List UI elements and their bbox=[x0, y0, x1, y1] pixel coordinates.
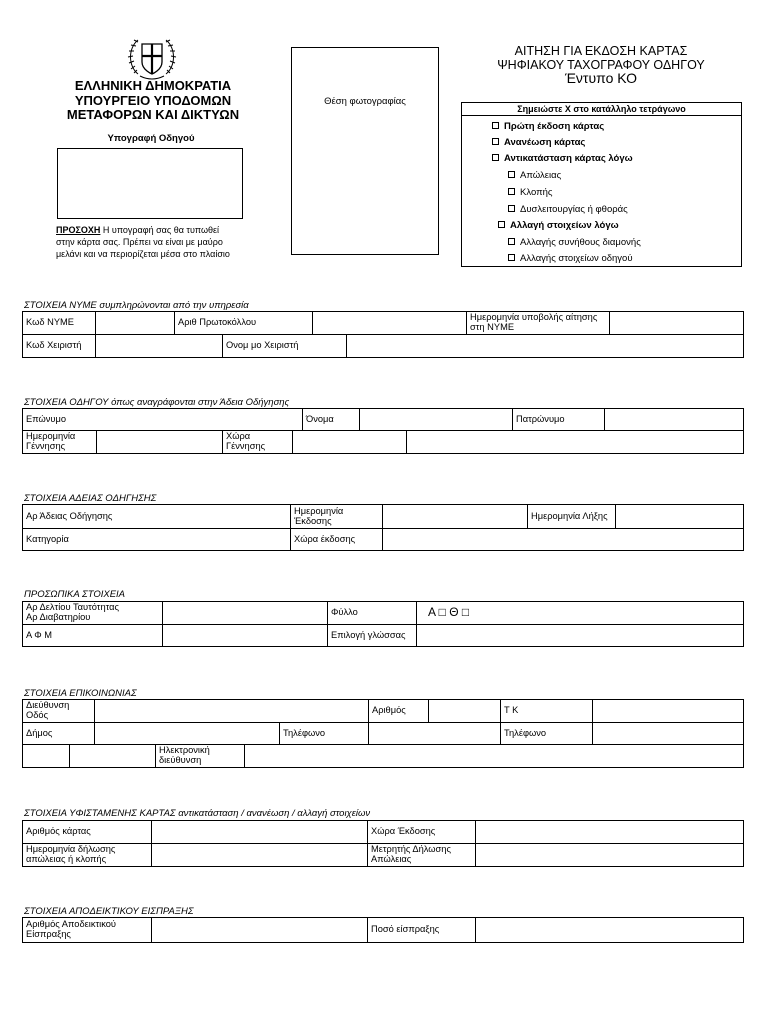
section-title-existing-card: ΣΤΟΙΧΕΙΑ ΥΦΙΣΤΑΜΕΝΗΣ ΚΑΡΤΑΣ αντικατάσταση / ανανέωση / αλλαγή στοιχείων bbox=[24, 808, 371, 819]
hmer-dilosis-field[interactable] bbox=[152, 844, 368, 867]
onom-xeiristi-label: Ονομ μο Χειριστή bbox=[223, 335, 347, 358]
arithmos-apodeiktikou-field[interactable] bbox=[152, 918, 368, 943]
driver-extra-field[interactable] bbox=[407, 431, 744, 454]
option-label: Αντικατάσταση κάρτας λόγω bbox=[504, 153, 633, 164]
driver-table-row2 bbox=[22, 430, 744, 454]
contact-table-row1 bbox=[22, 699, 744, 723]
signature-label: Υπογραφή Οδηγού bbox=[107, 133, 195, 144]
hmer-gennisis-label: Ημερομηνία Γέννησης bbox=[23, 431, 97, 454]
checkbox[interactable] bbox=[498, 221, 505, 228]
hmer-ekdosis-field[interactable] bbox=[383, 505, 528, 529]
epilogi-glossas-label: Επιλογή γλώσσας bbox=[328, 625, 417, 647]
option-label: Απώλειας bbox=[520, 170, 562, 181]
kod-nyme-field[interactable] bbox=[96, 312, 175, 335]
form-title bbox=[462, 45, 740, 86]
org-line-2: ΥΠΟΥΡΓΕΙΟ ΥΠΟΔΟΜΩΝ bbox=[74, 92, 232, 108]
photo-box[interactable] bbox=[291, 47, 439, 255]
checkbox[interactable] bbox=[492, 138, 499, 145]
photo-label: Θέση φωτογραφίας bbox=[324, 96, 406, 107]
kod-xeiristi-label: Κωδ Χειριστή bbox=[23, 335, 96, 358]
dimos-label: Δήμος bbox=[23, 723, 95, 745]
arithmos-kartas-field[interactable] bbox=[152, 821, 368, 844]
contact-blank-field-2[interactable] bbox=[70, 745, 156, 768]
hmer-dilosis-label: Ημερομηνία δήλωσης απώλειας ή κλοπής bbox=[23, 844, 152, 867]
option-label: Αλλαγή στοιχείων λόγω bbox=[510, 220, 619, 231]
fyllo-options[interactable] bbox=[417, 602, 744, 625]
attention-label: ΠΡΟΣΟΧΗ bbox=[56, 225, 101, 235]
dieuthinsi-field[interactable] bbox=[95, 700, 369, 723]
ar-deltiou-label bbox=[23, 602, 163, 625]
fyllo-label: Φύλλο bbox=[328, 602, 417, 625]
kod-nyme-label: Κωδ ΝΥΜΕ bbox=[23, 312, 96, 335]
nyme-table-row2 bbox=[22, 334, 744, 358]
arithmos-field[interactable] bbox=[429, 700, 501, 723]
option-label: Πρώτη έκδοση κάρτας bbox=[504, 121, 605, 132]
katigoria-label: Κατηγορία bbox=[23, 529, 291, 551]
checkbox[interactable] bbox=[508, 171, 515, 178]
tilefono-label-1: Τηλέφωνο bbox=[280, 723, 369, 745]
poso-field[interactable] bbox=[476, 918, 744, 943]
onom-xeiristi-field[interactable] bbox=[347, 335, 744, 358]
section-title-license: ΣΤΟΙΧΕΙΑ ΑΔΕΙΑΣ ΟΔΗΓΗΣΗΣ bbox=[24, 493, 157, 504]
option-theft[interactable] bbox=[508, 187, 553, 198]
afm-label: Α Φ Μ bbox=[23, 625, 163, 647]
org-line-1: ΕΛΛΗΝΙΚΗ ΔΗΜΟΚΡΑΤΙΑ bbox=[74, 78, 232, 93]
option-loss[interactable] bbox=[508, 170, 561, 181]
option-change-residence[interactable] bbox=[508, 237, 641, 248]
epilogi-glossas-field[interactable] bbox=[417, 625, 744, 647]
choices-heading: Σημειώστε Χ στο κατάλληλο τετράγωνο bbox=[462, 103, 741, 116]
license-table-row1 bbox=[22, 504, 744, 551]
contact-blank-field-1[interactable] bbox=[23, 745, 70, 768]
option-first-issue[interactable] bbox=[492, 121, 604, 132]
option-replacement[interactable] bbox=[492, 153, 633, 164]
xora-gennisis-label: Χώρα Γέννησης bbox=[223, 431, 293, 454]
tilefono-field-2[interactable] bbox=[593, 723, 744, 745]
poso-label: Ποσό είσπραξης bbox=[368, 918, 476, 943]
kod-xeiristi-field[interactable] bbox=[96, 335, 223, 358]
option-label: Ανανέωση κάρτας bbox=[504, 137, 586, 148]
afm-field[interactable] bbox=[163, 625, 328, 647]
tilefono-field-1[interactable] bbox=[369, 723, 501, 745]
dimos-field[interactable] bbox=[95, 723, 280, 745]
fyllo-checkboxes[interactable]: Α □ Θ □ bbox=[428, 604, 470, 619]
attention-text-2: στην κάρτα σας. Πρέπει να είναι με μαύρο bbox=[56, 237, 223, 247]
option-label: Δυσλειτουργίας ή φθοράς bbox=[520, 204, 628, 215]
patronymo-label: Πατρώνυμο bbox=[513, 409, 605, 431]
title-line-1: ΑΙΤΗΣΗ ΓΙΑ ΕΚΔΟΣΗ ΚΑΡΤΑΣ bbox=[514, 44, 688, 58]
arithmos-label: Αριθμός bbox=[369, 700, 429, 723]
org-line-3: ΜΕΤΑΦΟΡΩΝ ΚΑΙ ΔΙΚΤΥΩΝ bbox=[66, 107, 240, 122]
option-change-details[interactable] bbox=[498, 220, 619, 231]
existing-card-table bbox=[22, 820, 744, 867]
section-title-nyme: ΣΤΟΙΧΕΙΑ ΝΥΜΕ συμπληρώνονται από την υπηρεσία bbox=[24, 300, 249, 311]
hmer-lixis-field[interactable] bbox=[616, 505, 744, 529]
section-title-contact: ΣΤΟΙΧΕΙΑ ΕΠΙΚΟΙΝΩΝΙΑΣ bbox=[24, 688, 137, 699]
attention-text-1: Η υπογραφή σας θα τυπωθεί bbox=[100, 225, 220, 235]
tk-label: Τ Κ bbox=[501, 700, 593, 723]
driver-table-row1 bbox=[22, 408, 744, 431]
onoma-label: Όνομα bbox=[303, 409, 360, 431]
ar-adeias-label: Αρ Άδειας Οδήγησης bbox=[23, 505, 291, 529]
checkbox[interactable] bbox=[492, 154, 499, 161]
contact-table-row3 bbox=[22, 744, 744, 768]
ar-diavatiriou-text: Αρ Διαβατηρίου bbox=[26, 612, 91, 622]
xora-ekdosis-field[interactable] bbox=[383, 529, 744, 551]
arith-protokollou-field[interactable] bbox=[313, 312, 467, 335]
xora-ekdosis-label: Χώρα έκδοσης bbox=[291, 529, 383, 551]
metritis-dilosis-label: Μετρητής Δήλωσης Απώλειας bbox=[368, 844, 476, 867]
checkbox[interactable] bbox=[508, 188, 515, 195]
hmerominia-ypovolis-label: Ημερομηνία υποβολής αίτησης στη ΝΥΜΕ bbox=[467, 312, 610, 335]
patronymo-field[interactable] bbox=[605, 409, 744, 431]
metritis-dilosis-field[interactable] bbox=[476, 844, 744, 867]
tilefono-label-2: Τηλέφωνο bbox=[501, 723, 593, 745]
option-label: Κλοπής bbox=[520, 187, 553, 198]
arithmos-apodeiktikou-label: Αριθμός Αποδεικτικού Είσπραξης bbox=[23, 918, 152, 943]
section-title-receipt: ΣΤΟΙΧΕΙΑ ΑΠΟΔΕΙΚΤΙΚΟΥ ΕΙΣΠΡΑΞΗΣ bbox=[24, 906, 194, 917]
arith-protokollou-label: Αριθ Πρωτοκόλλου bbox=[175, 312, 313, 335]
ar-deltiou-field[interactable] bbox=[163, 602, 328, 625]
personal-table bbox=[22, 601, 744, 647]
contact-table-row2 bbox=[22, 722, 744, 745]
title-line-3: Έντυπο ΚΟ bbox=[564, 70, 638, 86]
hmer-lixis-label: Ημερομηνία Λήξης bbox=[528, 505, 616, 529]
hmerominia-ypovolis-field[interactable] bbox=[610, 312, 744, 335]
xora-ekdosis-kartas-field[interactable] bbox=[476, 821, 744, 844]
option-label: Αλλαγής στοιχείων οδηγού bbox=[520, 253, 633, 264]
xora-gennisis-field[interactable] bbox=[293, 431, 407, 454]
nyme-table-row1 bbox=[22, 311, 744, 335]
email-field[interactable] bbox=[245, 745, 744, 768]
checkbox[interactable] bbox=[508, 238, 515, 245]
signature-box[interactable] bbox=[57, 148, 243, 219]
ar-deltiou-text: Αρ Δελτίου Ταυτότητας bbox=[26, 602, 120, 613]
arithmos-kartas-label: Αριθμός κάρτας bbox=[23, 821, 152, 844]
checkbox[interactable] bbox=[508, 254, 515, 261]
tk-field[interactable] bbox=[593, 700, 744, 723]
option-malfunction[interactable] bbox=[508, 204, 628, 215]
attention-note bbox=[56, 224, 270, 260]
hmer-gennisis-field[interactable] bbox=[97, 431, 223, 454]
attention-text-3: μελάνι και να περιορίζεται μέσα στο πλαίσιο bbox=[56, 249, 230, 259]
application-type-box bbox=[461, 102, 742, 267]
checkbox[interactable] bbox=[508, 205, 515, 212]
option-label: Αλλαγής συνήθους διαμονής bbox=[520, 237, 641, 248]
section-title-personal: ΠΡΟΣΩΠΙΚΑ ΣΤΟΙΧΕΙΑ bbox=[24, 589, 126, 600]
dieuthinsi-label: Διεύθυνση Οδός bbox=[23, 700, 95, 723]
option-change-driver-details[interactable] bbox=[508, 253, 633, 264]
onoma-field[interactable] bbox=[360, 409, 513, 431]
option-renewal[interactable] bbox=[492, 137, 585, 148]
checkbox[interactable] bbox=[492, 122, 499, 129]
hmer-ekdosis-label: Ημερομηνία Έκδοσης bbox=[291, 505, 383, 529]
title-line-2: ΨΗΦΙΑΚΟΥ ΤΑΧΟΓΡΑΦΟΥ ΟΔΗΓΟΥ bbox=[497, 57, 705, 72]
xora-ekdosis-kartas-label: Χώρα Έκδοσης bbox=[368, 821, 476, 844]
receipt-table bbox=[22, 917, 744, 943]
ministry-heading bbox=[44, 79, 262, 123]
greek-coat-of-arms-icon bbox=[124, 34, 180, 82]
eponymo-label: Επώνυμο bbox=[23, 409, 303, 431]
section-title-driver: ΣΤΟΙΧΕΙΑ ΟΔΗΓΟΥ όπως αναγράφονται στην Άδεια Οδήγησης bbox=[24, 397, 290, 408]
email-label: Ηλεκτρονική διεύθυνση bbox=[156, 745, 245, 768]
